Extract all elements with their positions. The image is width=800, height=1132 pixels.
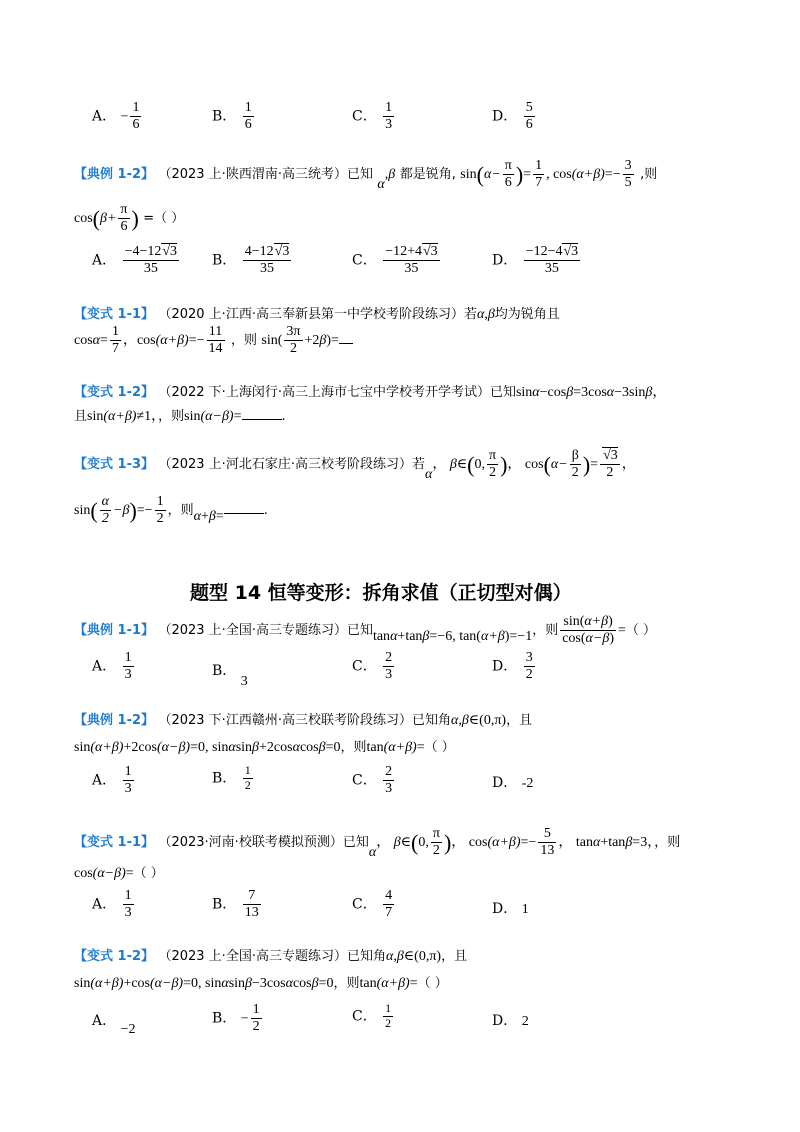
option-d: D． $\frac{3}{2}$: [492, 650, 533, 683]
question-6-line-2: sin(α+β)+2cos(α−β)=0, sinαsinβ+2cosαcosβ=0，则tan(α+β)=（ ）: [74, 740, 455, 755]
question-8-line-2: sin(α+β)+cos(α−β)=0, sinαsinβ−3cosαcosβ=0，则tan(α+β)=（ ）: [74, 976, 448, 991]
option-d: D． -2: [492, 775, 534, 791]
question-7-line-1: 【变式 1-1】 （2023·河南·校联考模拟预测）已知α， β∈(0, $\frac{\pi}{2}$ )， cos(α+β)=− $\frac{5}{13}$ ， tanα+tanβ=3，，则: [74, 826, 681, 860]
option-a: A． − $\frac{1}{6}$: [92, 100, 140, 133]
answer-blank: [339, 343, 353, 344]
question-5-line-1: 【典例 1-1】 （2023 上·全国·高三专题练习）已知tanα+tanβ=−6, tan(α+β)=−1，则 $\frac{\sin(\alpha+\beta)}{\cos(\alpha-\beta)}$ =（ ）: [74, 614, 657, 647]
section-title: 题型 14 恒等变形：拆角求值（正切型对偶）: [190, 582, 572, 604]
answer-blank: [242, 419, 282, 420]
question-7-line-2: cos(α−β)=（ ）: [74, 866, 164, 881]
question-1-line-1: 【典例 1-2】 （2023 上·陕西渭南·高三统考）已知 α,β 都是锐角, sin(α− $\frac{\pi}{6}$ )= $\frac{1}{7}$ , cos(α+β)=− $\frac{3}{5}$ ,则: [74, 158, 658, 192]
option-b: B． 3: [212, 663, 248, 689]
fraction: $\frac{1}{3}$: [385, 100, 393, 133]
option-c: C． $\frac{-12+4√3}{35}$: [352, 244, 438, 277]
question-2-line-2: cosα= $\frac{1}{7}$ ，cos(α+β)=− $\frac{11}{14}$ ，则 sin( $\frac{3\pi}{2}$ +2β)=: [74, 324, 353, 357]
option-a: A． $\frac{1}{3}$: [92, 888, 132, 921]
option-b: B． $\frac{1}{2}$: [212, 763, 251, 792]
option-a: A． $\frac{-4-12√3}{35}$: [92, 244, 178, 277]
option-b: B． − $\frac{1}{2}$: [212, 1002, 260, 1035]
option-d: D． $\frac{5}{6}$: [492, 100, 533, 133]
option-d: D． 2: [492, 1013, 529, 1029]
question-6-line-1: 【典例 1-2】 （2023 下·江西赣州·高三校联考阶段练习）已知角α,β∈(0,π)，且: [74, 713, 533, 728]
option-b: B． $\frac{1}{6}$: [212, 100, 252, 133]
question-4-line-1: 【变式 1-3】 （2023 上·河北石家庄·高三校考阶段练习）若α， β∈(0, $\frac{\pi}{2}$ )， cos(α− $\frac{\beta}{2}$ )= $\frac{√3}{2}$ ，: [74, 448, 636, 482]
question-3-line-2: 且sin(α+β)≠1，，则sin(α−β)= .: [74, 409, 286, 424]
question-4-line-2: sin( $\frac{\alpha}{2}$ −β)=− $\frac{1}{2}$ ，则α+β= .: [74, 494, 268, 527]
fraction: $\frac{1}{6}$: [132, 100, 140, 133]
option-a: A． $\frac{1}{3}$: [92, 764, 132, 797]
option-c: C． $\frac{1}{3}$: [352, 100, 393, 133]
fraction: $\frac{5}{6}$: [525, 100, 533, 133]
option-a: A． −2: [92, 1013, 136, 1037]
option-a: A． $\frac{1}{3}$: [92, 650, 132, 683]
option-b: B． $\frac{4-12√3}{35}$: [212, 244, 290, 277]
option-c: C． $\frac{2}{3}$: [352, 650, 393, 683]
question-2-line-1: 【变式 1-1】 （2020 上·江西·高三奉新县第一中学校考阶段练习）若α,β均为锐角且: [74, 307, 560, 322]
option-b: B． $\frac{7}{13}$: [212, 888, 259, 921]
option-c: C． $\frac{4}{7}$: [352, 888, 393, 921]
option-d: D． 1: [492, 901, 529, 917]
answer-blank: [224, 513, 264, 514]
option-c: C． $\frac{2}{3}$: [352, 764, 393, 797]
option-d: D． $\frac{-12-4√3}{35}$: [492, 244, 579, 277]
option-c: C． $\frac{1}{2}$: [352, 1001, 392, 1030]
question-1-line-2: cos(β+ $\frac{\pi}{6}$ ) =（ ）: [74, 202, 185, 235]
fraction: $\frac{1}{6}$: [244, 100, 252, 133]
question-8-line-1: 【变式 1-2】 （2023 上·全国·高三专题练习）已知角α,β∈(0,π)，且: [74, 949, 468, 964]
question-3-line-1: 【变式 1-2】 （2022 下·上海闵行·高三上海市七宝中学校考开学考试）已知sinα−cosβ=3cosα−3sinβ，: [74, 385, 667, 400]
